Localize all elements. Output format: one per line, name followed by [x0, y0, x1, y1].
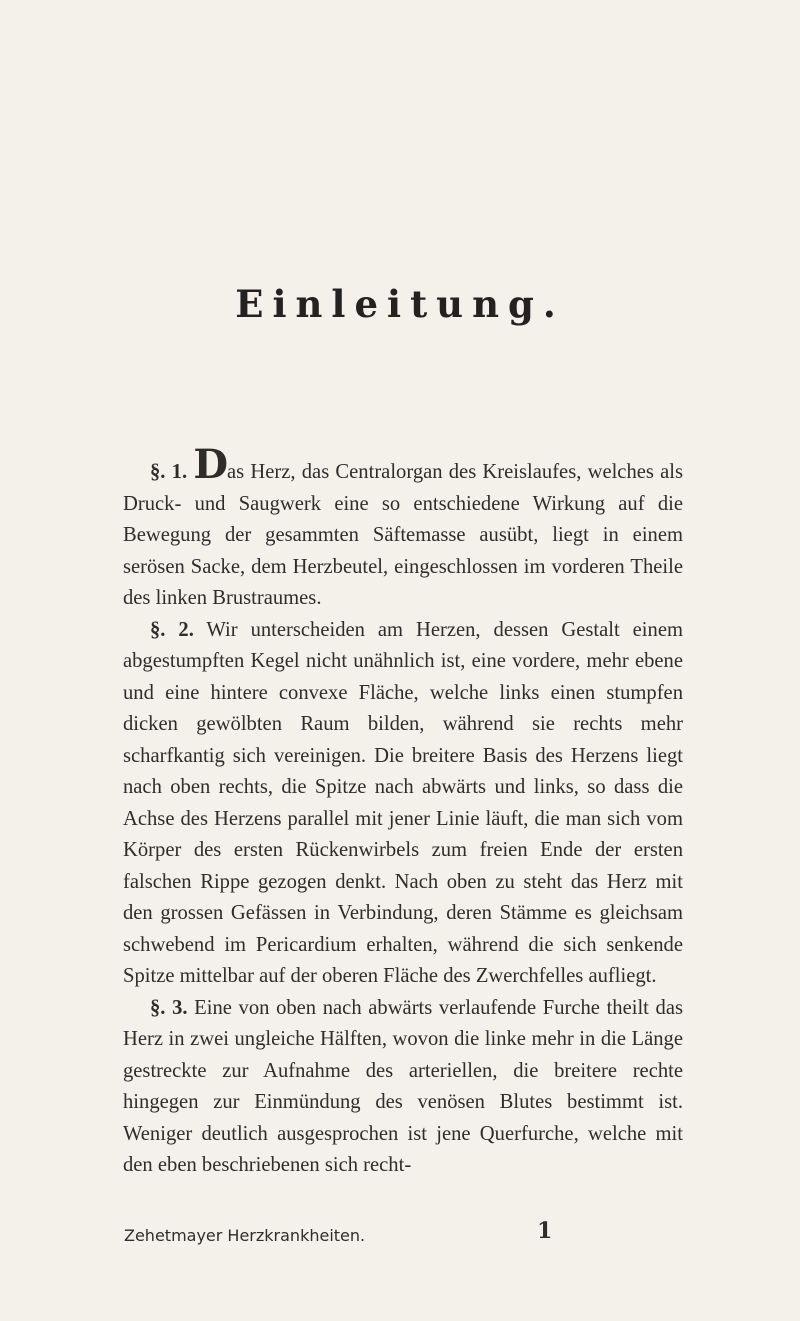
paragraph-3 [123, 993, 683, 1182]
body-text [123, 441, 683, 1182]
section-number: §. 1. [150, 461, 188, 483]
section-number: §. 2. [150, 618, 194, 641]
drop-capital: D [193, 441, 228, 488]
section-number: §. 3. [150, 996, 188, 1019]
footer-author: Zehetmayer Herzkrankheiten. [124, 1226, 366, 1245]
paragraph-text: Eine von oben nach abwärts verlaufende Furche theilt das Herz in zwei ungleiche Hälften, wovon die linke mehr in die Länge gestreckte zur Aufnahme des arteriellen, die breitere rechte hingegen zur Einmündung des venösen Blutes bestimmt ist. Weniger deutlich ausgesprochen ist jene Querfurche, welche mit den eben beschriebenen sich recht- [123, 996, 683, 1176]
paragraph-text: as Herz, das Centralorgan des Kreislaufes, welches als Druck- und Saugwerk eine so entschiedene Wirkung auf die Bewegung der gesammten Säftemasse ausübt, liegt in einem serösen Sacke, dem Herzbeutel, eingeschlossen im vorderen Theile des linken Brustraumes. [123, 461, 683, 609]
chapter-title: Einleitung. [235, 282, 565, 326]
paragraph-1 [123, 441, 683, 615]
paragraph-text: Wir unterscheiden am Herzen, dessen Gestalt einem abgestumpften Kegel nicht unähnlich ist, eine vordere, mehr ebene und eine hintere convexe Fläche, welche links einen stumpfen dicken gewölbten Raum bilden, während sie rechts mehr scharfkantig sich vereinigen. Die breitere Basis des Herzens liegt nach oben rechts, die Spitze nach abwärts und links, so dass die Achse des Herzens parallel mit jener Linie läuft, die man sich vom Körper des ersten Rückenwirbels zum freien Ende der ersten falschen Rippe gezogen denkt. Nach oben zu steht das Herz mit den grossen Gefässen in Verbindung, deren Stämme es gleichsam schwebend im Pericardium erhalten, während die sich senkende Spitze mittelbar auf der oberen Fläche des Zwerchfelles aufliegt. [123, 618, 683, 987]
signature-mark: 1 [537, 1218, 553, 1244]
paragraph-2 [123, 615, 683, 993]
